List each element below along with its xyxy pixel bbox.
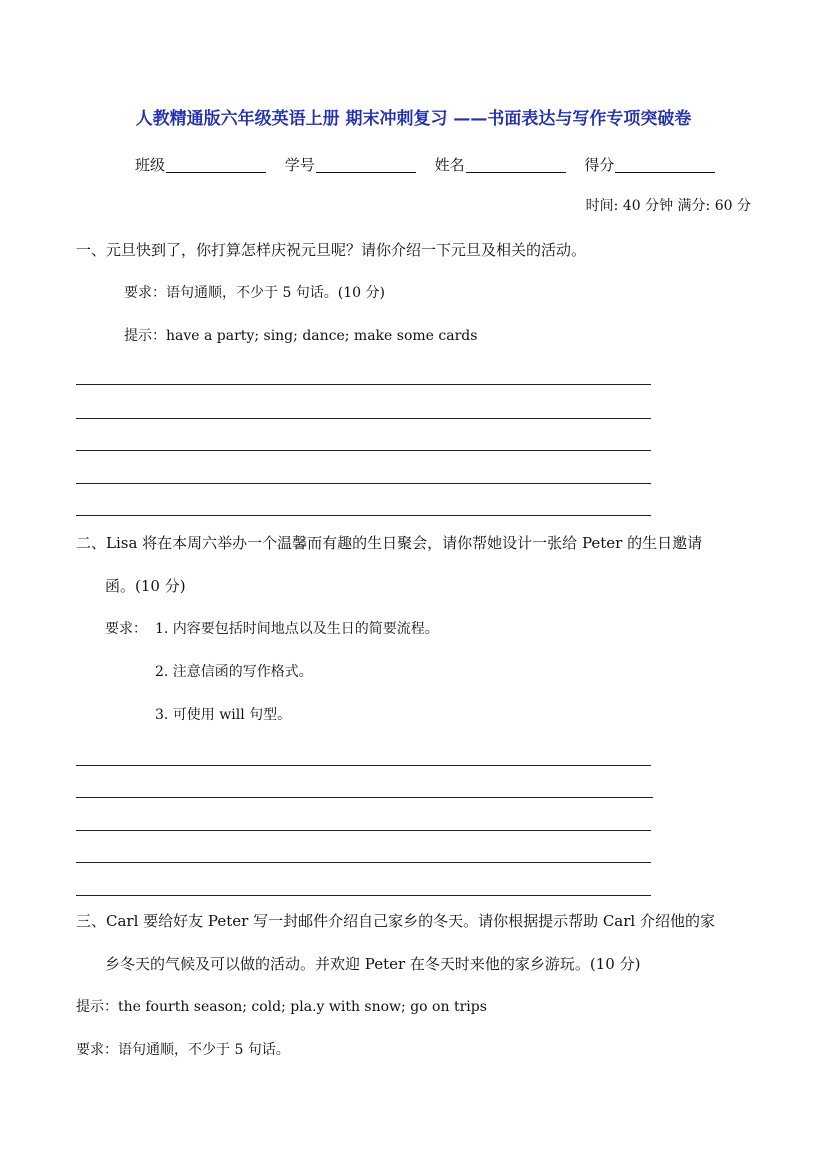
name-label: 姓名 [434,156,465,174]
class-field [135,156,266,173]
question-2-requirement-2: 2. 注意信函的写作格式。 [155,664,313,680]
answer-line[interactable] [76,450,651,451]
question-1-heading: 一、元旦快到了，你打算怎样庆祝元旦呢？请你介绍一下元旦及相关的活动。 [76,241,587,259]
answer-line[interactable] [76,384,651,385]
time-score-info: 时间: 40 分钟 满分: 60 分 [585,198,751,214]
class-blank[interactable] [166,156,266,173]
answer-line[interactable] [76,797,653,798]
question-1-requirement: 要求：语句通顺，不少于 5 句话。(10 分) [124,285,385,301]
question-1-hint: 提示：have a party; sing; dance; make some cards [124,328,478,344]
question-2-heading-line2: 函。(10 分) [105,577,186,595]
question-3-requirement: 要求：语句通顺，不少于 5 句话。 [76,1042,290,1058]
answer-line[interactable] [76,830,651,831]
name-field [435,156,566,173]
score-field [584,156,715,173]
question-2-requirement-label: 要求： [105,621,147,637]
name-blank[interactable] [466,156,566,173]
question-3-heading-line1: 三、Carl 要给好友 Peter 写一封邮件介绍自己家乡的冬天。请你根据提示帮助 Carl 介绍他的家 [76,912,715,930]
question-3-heading-line2: 乡冬天的气候及可以做的活动。并欢迎 Peter 在冬天时来他的家乡游玩。(10 分) [105,955,641,973]
page-title: 人教精通版六年级英语上册 期末冲刺复习 ——书面表达与写作专项突破卷 [135,109,692,129]
question-2-requirement-3: 3. 可使用 will 句型。 [155,707,292,723]
answer-line[interactable] [76,895,651,896]
student-number-label: 学号 [284,156,315,174]
student-number-blank[interactable] [316,156,416,173]
student-info-fields [135,156,729,173]
question-3-hint: 提示：the fourth season; cold; pla.y with snow; go on trips [76,999,487,1015]
answer-line[interactable] [76,418,651,419]
score-blank[interactable] [615,156,715,173]
score-label: 得分 [584,156,615,174]
answer-line[interactable] [76,862,651,863]
answer-line[interactable] [76,483,651,484]
class-label: 班级 [135,156,166,174]
answer-line[interactable] [76,765,651,766]
student-number-field [285,156,416,173]
question-2-requirement-1: 1. 内容要包括时间地点以及生日的简要流程。 [155,621,439,637]
answer-line[interactable] [76,515,651,516]
question-2-heading-line1: 二、Lisa 将在本周六举办一个温馨而有趣的生日聚会，请你帮她设计一张给 Peter 的生日邀请 [76,534,703,552]
